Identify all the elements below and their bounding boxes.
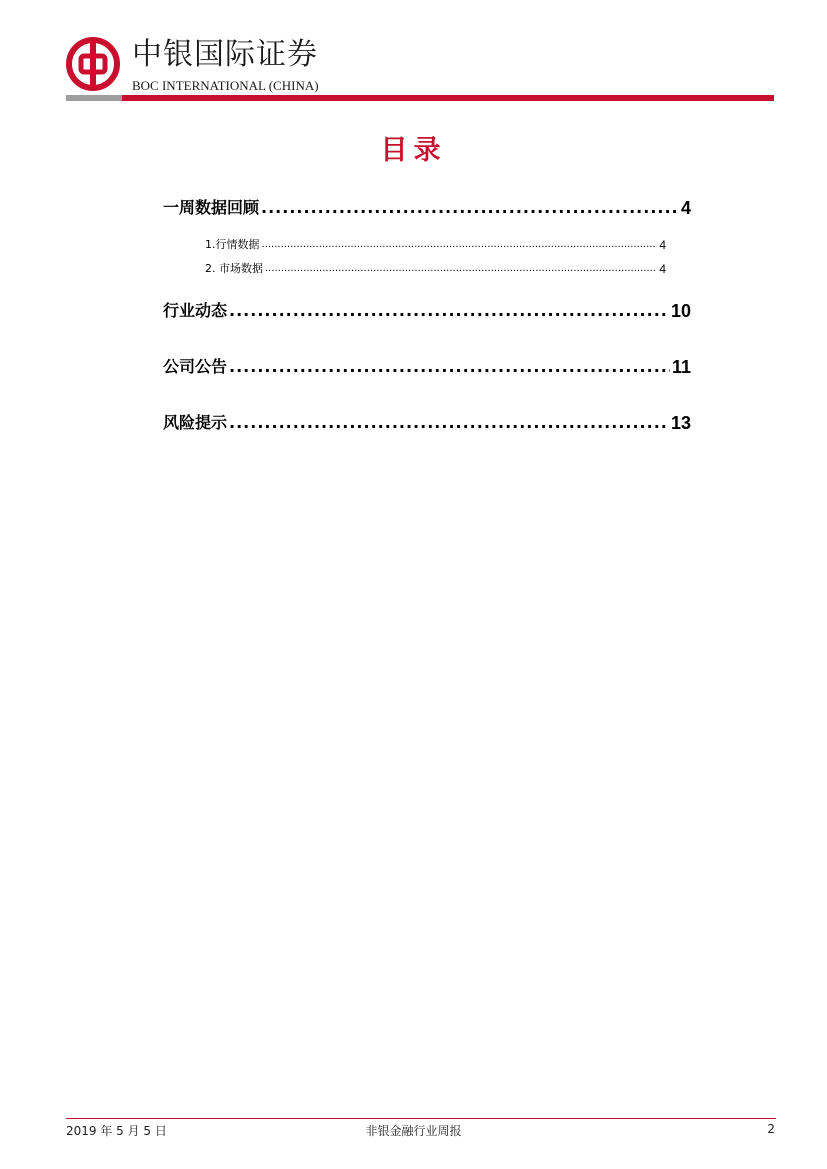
toc-entry-company-announcements[interactable] <box>163 356 691 378</box>
toc-entry-page: 13 <box>670 413 691 433</box>
toc-entry-label: 风险提示 <box>163 413 228 432</box>
toc-dot-leader <box>265 261 657 277</box>
toc-entry-label: 一周数据回顾 <box>163 198 260 217</box>
toc-entry-weekly-data-review[interactable] <box>163 197 691 219</box>
toc-entry-label: 1.行情数据 <box>205 238 260 251</box>
toc-dot-leader <box>229 300 669 322</box>
toc-entry-label: 公司公告 <box>163 357 228 376</box>
brand-name-english: BOC INTERNATIONAL (CHINA) <box>132 78 319 93</box>
toc-entry-risk-warning[interactable] <box>163 412 691 434</box>
toc-dot-leader <box>261 197 679 219</box>
header-rule-grey <box>66 95 122 101</box>
toc-entry-label: 2. 市场数据 <box>205 262 263 275</box>
toc-title: 目录 <box>380 135 447 166</box>
toc-entry-label: 行业动态 <box>163 301 228 320</box>
footer-report-title: 非银金融行业周报 <box>365 1124 462 1138</box>
toc-dot-leader <box>229 412 669 434</box>
footer-page-number: 2 <box>767 1122 775 1136</box>
toc-entry-page: 4 <box>680 198 691 218</box>
toc-entry-market-data[interactable] <box>205 261 666 277</box>
toc-entry-page: 11 <box>671 357 691 377</box>
footer-rule <box>66 1118 776 1119</box>
boc-logo-icon <box>66 37 120 91</box>
toc-entry-page: 4 <box>659 262 666 276</box>
toc-dot-leader <box>262 237 658 253</box>
toc-entry-industry-news[interactable] <box>163 300 691 322</box>
toc-entry-market-quotes[interactable] <box>205 237 666 253</box>
toc-entry-page: 4 <box>659 238 666 252</box>
footer-date: 2019 年 5 月 5 日 <box>66 1124 167 1138</box>
header-rule-red <box>122 95 774 101</box>
toc-dot-leader <box>229 356 670 378</box>
brand-name-chinese: 中银国际证券 <box>132 37 318 72</box>
toc-entry-page: 10 <box>670 301 691 321</box>
